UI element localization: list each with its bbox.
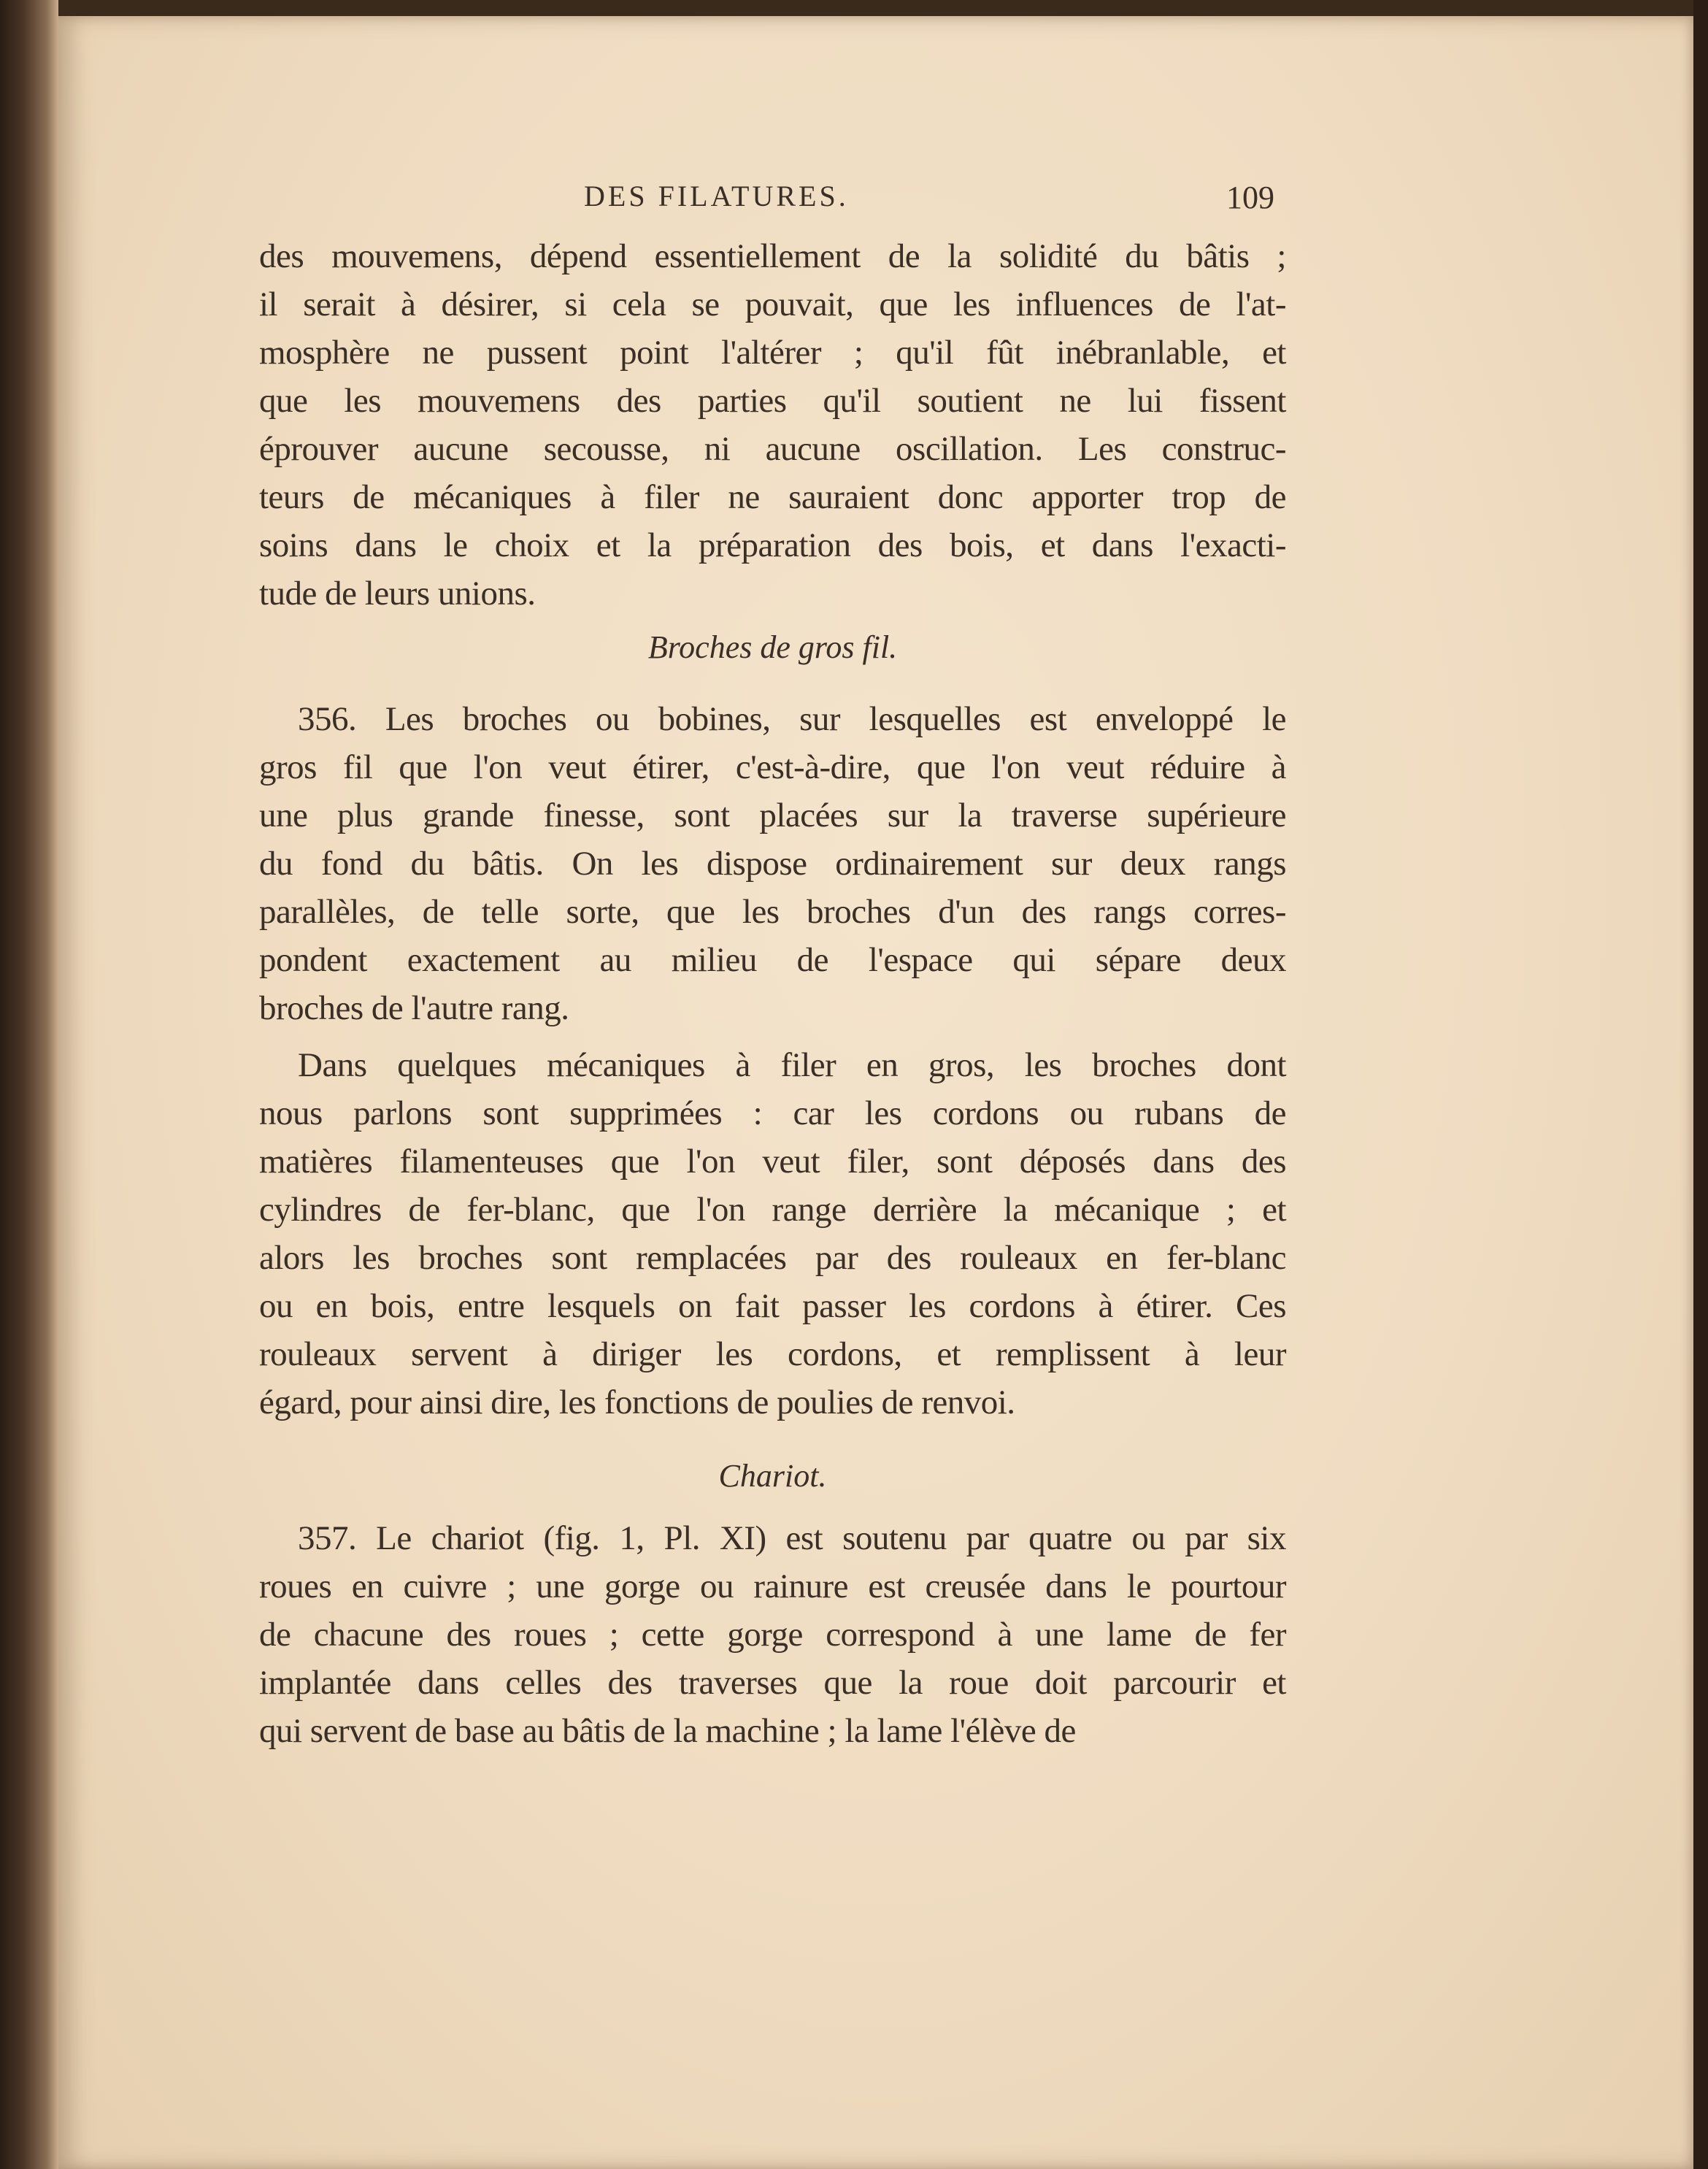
text-line: implantée dans celles des traverses que la roue doit parcourir et xyxy=(259,1664,1286,1702)
running-title: DES FILATURES. xyxy=(584,180,849,212)
text-line: tude de leurs unions. xyxy=(259,575,536,613)
text-line: rouleaux servent à diriger les cordons, et remplissent à leur xyxy=(259,1335,1286,1373)
text-line: Dans quelques mécaniques à filer en gros, les broches dont xyxy=(298,1046,1286,1084)
text-line: 357. Le chariot (fig. 1, Pl. XI) est soutenu par quatre ou par six xyxy=(298,1519,1286,1557)
text-line: qui servent de base au bâtis de la machine ; la lame l'élève de xyxy=(259,1712,1076,1750)
text-line: parallèles, de telle sorte, que les broches d'un des rangs corres- xyxy=(259,893,1286,931)
text-line: ou en bois, entre lesquels on fait passer les cordons à étirer. Ces xyxy=(259,1287,1286,1325)
facing-page-edge xyxy=(0,0,58,2169)
text-line: matières filamenteuses que l'on veut filer, sont déposés dans des xyxy=(259,1143,1286,1181)
paragraph-continuation xyxy=(259,232,1286,618)
paragraph-357 xyxy=(259,1514,1286,1755)
text-line: éprouver aucune secousse, ni aucune oscillation. Les construc- xyxy=(259,430,1286,468)
page-number: 109 xyxy=(1226,180,1274,215)
text-line: il serait à désirer, si cela se pouvait, que les influences de l'at- xyxy=(259,285,1286,323)
text-line: de chacune des roues ; cette gorge correspond à une lame de fer xyxy=(259,1616,1286,1654)
scan-background-top xyxy=(58,0,1693,16)
text-line: soins dans le choix et la préparation des bois, et dans l'exacti- xyxy=(259,526,1286,564)
section-heading-broches: Broches de gros fil. xyxy=(647,629,898,665)
paragraph-dans-quelques xyxy=(259,1041,1286,1427)
text-line: broches de l'autre rang. xyxy=(259,989,569,1027)
paragraph-356 xyxy=(259,695,1286,1032)
text-line: du fond du bâtis. On les dispose ordinairement sur deux rangs xyxy=(259,845,1286,883)
text-line: des mouvemens, dépend essentiellement de la solidité du bâtis ; xyxy=(259,237,1286,275)
text-line: roues en cuivre ; une gorge ou rainure est creusée dans le pourtour xyxy=(259,1567,1286,1605)
text-line: pondent exactement au milieu de l'espace qui sépare deux xyxy=(259,941,1286,979)
text-line: alors les broches sont remplacées par des rouleaux en fer-blanc xyxy=(259,1239,1286,1277)
text-line: 356. Les broches ou bobines, sur lesquelles est enveloppé le xyxy=(298,700,1286,738)
text-line: égard, pour ainsi dire, les fonctions de poulies de renvoi. xyxy=(259,1383,1015,1421)
text-line: nous parlons sont supprimées : car les cordons ou rubans de xyxy=(259,1094,1286,1132)
text-line: teurs de mécaniques à filer ne sauraient donc apporter trop de xyxy=(259,478,1286,516)
text-line: que les mouvemens des parties qu'il soutient ne lui fissent xyxy=(259,382,1286,420)
text-line: une plus grande finesse, sont placées sur la traverse supérieure xyxy=(259,796,1286,834)
scan-background-right xyxy=(1693,0,1708,2169)
section-heading-chariot: Chariot. xyxy=(718,1458,827,1494)
text-line: mosphère ne pussent point l'altérer ; qu'il fût inébranlable, et xyxy=(259,334,1286,372)
text-line: gros fil que l'on veut étirer, c'est-à-dire, que l'on veut réduire à xyxy=(259,748,1286,786)
text-line: cylindres de fer-blanc, que l'on range derrière la mécanique ; et xyxy=(259,1191,1286,1229)
